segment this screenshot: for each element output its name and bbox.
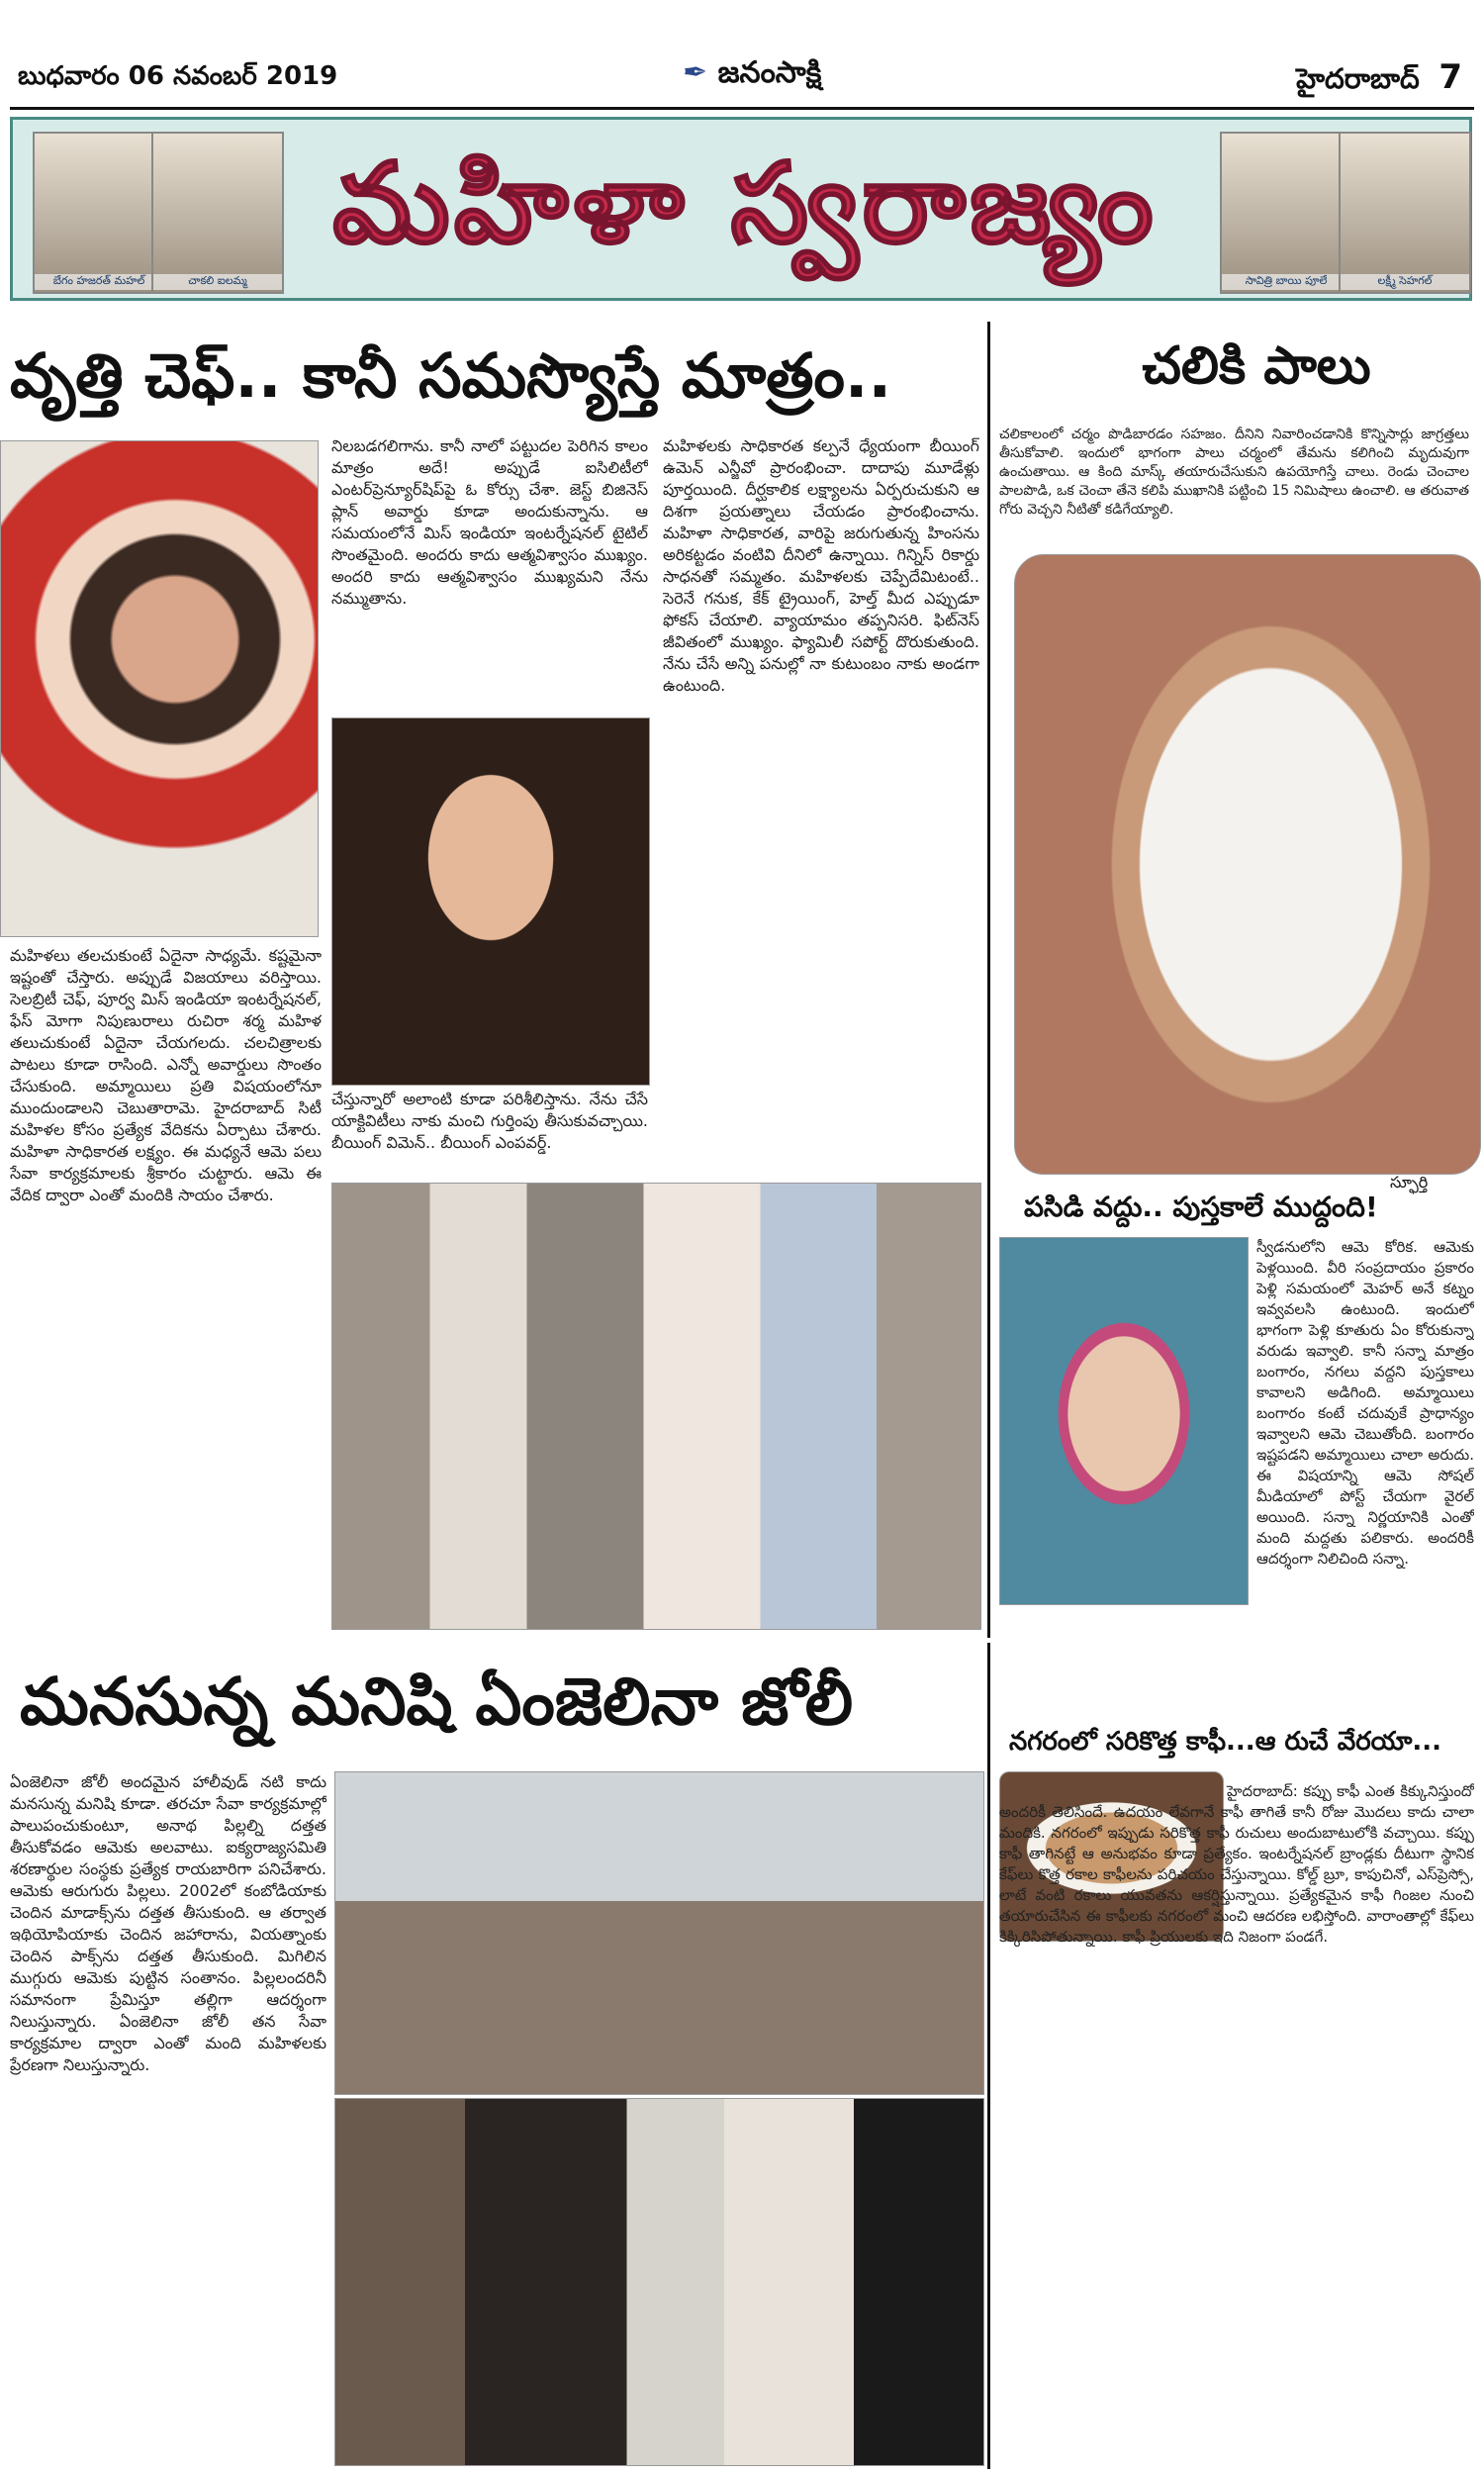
page-number: 7 — [1438, 57, 1462, 97]
column-rule — [987, 322, 990, 1638]
hijab-woman-photo — [999, 1237, 1249, 1605]
city-page — [1296, 57, 1462, 102]
portrait-caption: బేగం హజరత్ మహల్ — [35, 274, 163, 290]
article2-body: చలికాలంలో చర్మం పొడిబారడం సహజం. దీనిని నివారించడానికి కొన్నిసార్లు జాగ్రత్తలు తీసుకోవాలి. ఇందులో భాగంగా పాలు చర్మంలో తేమను కలిగించి మృదువుగా ఉంచుతాయి. ఆ కింది మాస్క్ తయారుచేసుకుని ఉపయోగిస్తే చాలు. రెండు చెంచాల పాలపొడి, ఒక చెంచా తేనె కలిపి ముఖానికి పట్టించి 15 నిమిషాలు ఉంచాలి. ఆ తరువాత గోరు వెచ్చని నీటితో కడిగేయ్యాలి. — [999, 427, 1469, 518]
portrait-4 — [1339, 132, 1471, 294]
family-walking-photo — [334, 1771, 984, 2095]
article1-col2-tail: చేస్తున్నారో అలాంటి కూడా పరిశీలిస్తాను. నేను చేసే యాక్టివిటీలు నాకు మంచి గుర్తింపు తీసుకువచ్చాయి. బీయింగ్ విమెన్.. బీయింగ్ ఎంపవర్డ్. — [331, 1090, 648, 1152]
group-photo-women — [331, 1183, 981, 1630]
logo-icon: ✒ — [683, 55, 708, 90]
column-rule-bottom — [987, 1643, 990, 2469]
article1-headline: వృత్తి చెఫ్.. కానీ సమస్యొస్తే మాత్రం.. — [10, 339, 892, 412]
portrait-3 — [1220, 132, 1352, 294]
milk-face-mask-photo — [1014, 554, 1481, 1175]
article1-col3: మహిళలకు సాధికారత కల్పనే ధ్యేయంగా బీయింగ్ ఉమెన్ ఎన్జీవో ప్రారంభించా. దాదాపు మూడేళ్లు పూర్తయింది. దీర్ఘకాలిక లక్ష్యాలను ఏర్పరుచుకుని ఆ దిశగా ప్రయత్నాలు చేయడం ప్రారంభించాను. మహిళా సాధికారత, వారిపై జరుగుతున్న హింసను అరికట్టడం వంటివి దీనిలో ఉన్నాయి. గిన్నిస్ రికార్డు సాధనతో సమ్మతం. మహిళలకు చెప్పేదేమిటంటే.. సెరెనే గనుక, కేక్ ట్రైయింగ్, హెల్త్ మీద ఎప్పుడూ ఫోకస్ చేయాలి. వ్యాయామం తప్పనిసరి. ఫిట్‌నెస్ జీవితంలో ముఖ్యం. ఫ్యామిలీ సపోర్ట్ దొరుకుతుంది. నేను చేసే అన్ని పనుల్లో నా కుటుంబం నాకు అండగా ఉంటుంది. — [663, 436, 979, 695]
section-title: మహిళా స్వరాజ్యం — [332, 140, 1158, 268]
article1-col2: నిలబడగలిగాను. కానీ నాలో పట్టుదల పెరిగిన కాలం మాత్రం అదే! అప్పుడే ఐసిలిటీలో ఎంటర్‌ప్రెన్యూర్‌షిప్‌పై ఓ కోర్సు చేశా. జెస్ట్ బిజినెస్ ప్లాన్ అవార్డు కూడా అందుకున్నాను. ఆ సమయంలోనే మిస్ ఇండియా ఇంటర్నేషనల్ టైటిల్ సొంతమైంది. అందరు కాదు ఆత్మవిశ్వాసం ముఖ్యం. అందరి కాదు ఆత్మవిశ్వాసం ముఖ్యమని నేను నమ్ముతాను. — [331, 436, 648, 608]
article5-headline: నగరంలో సరికొత్త కాఫీ...ఆ రుచే వేరయా... — [1009, 1727, 1442, 1757]
article1-col1: మహిళలు తలచుకుంటే ఏదైనా సాధ్యమే. కష్టమైనా ఇష్టంతో చేస్తారు. అప్పుడే విజయాలు వరిస్తాయి. సెలబ్రిటీ చెఫ్, పూర్వ మిస్ ఇండియా ఇంటర్నేషనల్, ఫేస్ మోగా నిపుణురాలు రుచిరా శర్మ మహిళ తలుచుకుంటే ఏదైనా చేయగలదు. చలచిత్రాలకు పాటలు కూడా రాసింది. ఎన్నో అవార్డులు సొంతం చేసుకుంది. అమ్మాయిలు ప్రతి విషయంలోనూ ముందుండాలని చెబుతారామె. హైదరాబాద్ సిటీ మహిళల కోసం ప్రత్యేక వేదికను ఏర్పాటు చేశారు. మహిళా సాధికారత లక్ష్యం. ఈ మధ్యనే ఆమె పలు సేవా కార్యక్రమాలకు శ్రీకారం చుట్టారు. ఆమె ఈ వేదిక ద్వారా ఎంతో మందికి సాయం చేశారు. — [10, 946, 322, 1204]
portrait-caption: లక్ష్మీ సెహగల్ — [1341, 274, 1469, 290]
article3-body: స్వీడనులోని ఆమె కోరిక. ఆమెకు పెళ్లయింది. వీరి సంప్రదాయం ప్రకారం పెళ్లి సమయంలో మెహర్ అనే కట్నం ఇవ్వవలసి ఉంటుంది. ఇందులో భాగంగా పెళ్లి కూతురు ఏం కోరుకున్నా వరుడు ఇవ్వాలి. కానీ సన్నా మాత్రం బంగారం, నగలు వద్దని పుస్తకాలు కావాలని అడిగింది. అమ్మాయిలు బంగారం కంటే చదువుకే ప్రాధాన్యం ఇవ్వాలని ఆమె చెబుతోంది. బంగారం ఇష్టపడని అమ్మాయిలు చాలా అరుదు. ఈ విషయాన్ని ఆమె సోషల్ మీడియాలో పోస్ట్ చేయగా వైరల్ అయింది. సన్నా నిర్ణయానికి ఎంతో మంది మద్దతు పలికారు. అందరికీ ఆదర్శంగా నిలిచింది సన్నా. — [1256, 1238, 1474, 1568]
portrait-caption: సావిత్రి బాయి పూలే — [1222, 274, 1350, 290]
header-rule — [10, 107, 1474, 110]
article4-headline: మనసున్న మనిషి ఏంజెలినా జోలీ — [20, 1664, 854, 1740]
newspaper-name: జనంసాక్షి — [717, 55, 822, 90]
city-name: హైదరాబాద్ — [1296, 62, 1420, 95]
article3-tag: స్ఫూర్తి — [1390, 1173, 1429, 1191]
chef-crown-photo — [0, 440, 319, 937]
article4-body: ఏంజెలినా జోలీ అందమైన హాలీవుడ్ నటి కాదు మనసున్న మనిషి కూడా. తరచూ సేవా కార్యక్రమాల్లో పాలుపంచుకుంటూ, అనాథ పిల్లల్ని దత్తత తీసుకోవడం ఆమెకు అలవాటు. ఐక్యరాజ్యసమితి శరణార్థుల సంస్థకు ప్రత్యేక రాయబారిగా పనిచేశారు. ఆమెకు ఆరుగురు పిల్లలు. 2002లో కంబోడియాకు చెందిన మాడాక్స్‌ను దత్తత తీసుకుంది. ఆ తర్వాత ఇథియోపియాకు చెందిన జహారాను, వియత్నాంకు చెందిన పాక్స్‌ను దత్తత తీసుకుంది. మిగిలిన ముగ్గురు ఆమెకు పుట్టిన సంతానం. పిల్లలందరినీ సమానంగా ప్రేమిస్తూ తల్లిగా ఆదర్శంగా నిలుస్తున్నారు. ఏంజెలినా జోలీ తన సేవా కార్యక్రమాల ద్వారా ఎంతో మంది మహిళలకు ప్రేరణగా నిలుస్తున్నారు. — [10, 1772, 326, 2074]
portrait-1 — [33, 132, 165, 294]
article5-body: హైదరాబాద్: కప్పు కాఫీ ఎంత కిక్కునిస్తుందో అందరికీ తెలిసిందే. ఉదయం లేవగానే కాఫీ తాగితే కానీ రోజు మొదలు కాదు చాలా మందికి. నగరంలో ఇప్పుడు సరికొత్త కాఫీ రుచులు అందుబాటులోకి వచ్చాయి. కప్పు కాఫీ తాగినట్టే ఆ అనుభవం కూడా ప్రత్యేకం. ఇంటర్నేషనల్ బ్రాండ్లకు దీటుగా స్థానిక కేఫ్‌లు కొత్త రకాల కాఫీలను పరిచయం చేస్తున్నాయి. కోల్డ్ బ్రూ, కాపుచినో, ఎస్‌ప్రెస్సో, లాటే వంటి రకాలు యువతను ఆకర్షిస్తున్నాయి. ప్రత్యేకమైన కాఫీ గింజల నుంచి తయారుచేసిన ఈ కాఫీలకు నగరంలో మంచి ఆదరణ లభిస్తోంది. వారాంతాల్లో కేఫ్‌లు కిక్కిరిసిపోతున్నాయి. కాఫీ ప్రియులకు ఇది నిజంగా పండగే. — [999, 1782, 1474, 1946]
newspaper-logo — [683, 55, 821, 97]
family-airport-photo — [334, 2098, 984, 2466]
portrait-2 — [151, 132, 284, 294]
article2-headline: చలికి పాలు — [1142, 336, 1371, 396]
portrait-caption: చాకలి ఐలమ్మ — [153, 274, 282, 290]
article3-headline: పసిడి వద్దు.. పుస్తకాలే ముద్దంది! — [1024, 1190, 1378, 1223]
chef-portrait-photo — [331, 717, 650, 1086]
issue-date: బుధవారం 06 నవంబర్ 2019 — [18, 61, 338, 91]
section-banner — [10, 117, 1472, 301]
